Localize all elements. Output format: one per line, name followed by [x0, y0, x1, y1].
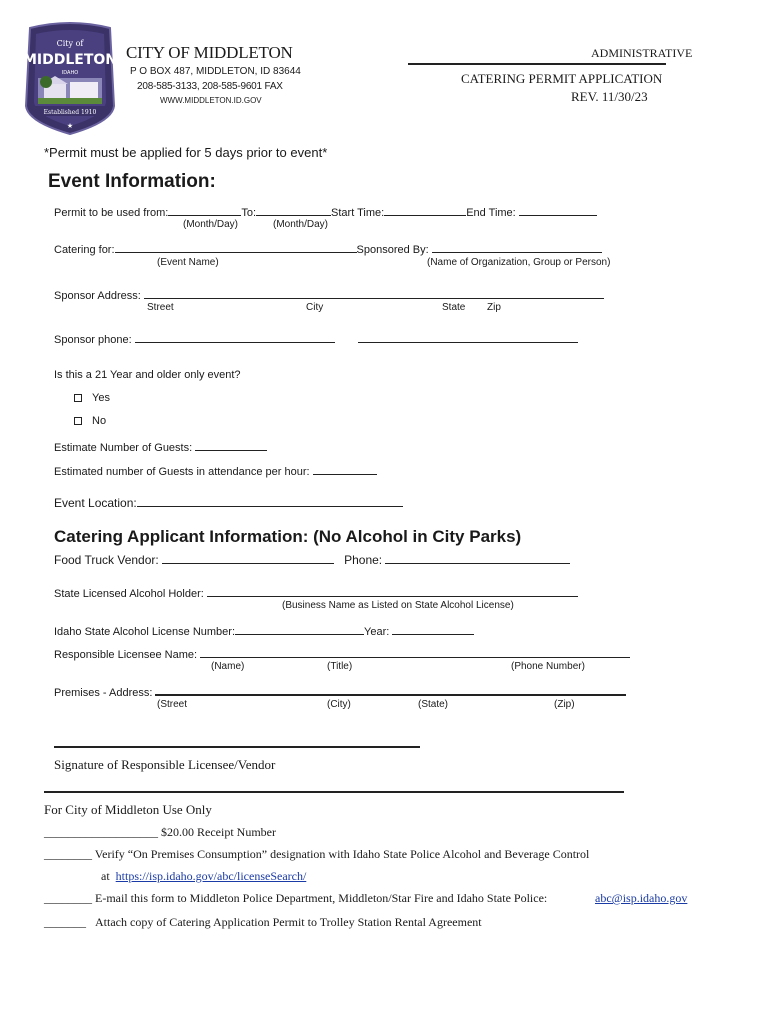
- sponsor-phone-label: Sponsor phone:: [54, 334, 132, 346]
- premises-zip-hint: (Zip): [554, 699, 575, 710]
- yes-label: Yes: [92, 392, 110, 404]
- permit-to-field[interactable]: [256, 204, 331, 216]
- no-option[interactable]: [74, 415, 106, 427]
- form-title: CATERING PERMIT APPLICATION: [461, 71, 663, 86]
- no-label: No: [92, 415, 107, 427]
- street-hint: Street: [147, 302, 174, 313]
- catering-for-label: Catering for:: [54, 244, 115, 256]
- start-time-field[interactable]: [384, 204, 466, 216]
- yes-option[interactable]: [74, 392, 110, 404]
- year-label: Year:: [364, 626, 390, 638]
- city-website: WWW.MIDDLETON.ID.GOV: [160, 96, 262, 105]
- attach-blank[interactable]: _______: [44, 915, 86, 929]
- sponsor-address-row: [54, 287, 604, 302]
- license-search-link[interactable]: https://isp.idaho.gov/abc/licenseSearch/: [115, 869, 307, 883]
- permit-from-label: Permit to be used from:: [54, 207, 169, 219]
- responsible-name-field[interactable]: [200, 646, 630, 658]
- organization-hint: (Name of Organization, Group or Person): [427, 257, 611, 268]
- receipt-label: $20.00 Receipt Number: [161, 825, 276, 839]
- event-location-row: [54, 494, 403, 510]
- signature-label: Signature of Responsible Licensee/Vendor: [54, 757, 276, 772]
- month-day-hint-2: (Month/Day): [273, 219, 329, 230]
- permit-from-field[interactable]: [168, 204, 241, 216]
- premises-city-hint: (City): [327, 699, 351, 710]
- responsible-name-label: Responsible Licensee Name:: [54, 649, 198, 661]
- sponsored-by-label: Sponsored By:: [356, 244, 429, 256]
- checkbox-icon[interactable]: [74, 417, 82, 425]
- city-hint: City: [306, 302, 324, 313]
- premises-state-hint: (State): [418, 699, 449, 710]
- city-name: CITY OF MIDDLETON: [126, 43, 293, 62]
- license-holder-row: [54, 585, 578, 600]
- name-hint: (Name): [211, 661, 245, 672]
- email-row: [44, 891, 547, 906]
- business-name-hint: (Business Name as Listed on State Alcohol License): [282, 600, 514, 611]
- form-revision: REV. 11/30/23: [571, 89, 648, 104]
- start-time-label: Start Time:: [331, 207, 385, 219]
- email-label: E-mail this form to Middleton Police Department, Middleton/Star Fire and Idaho State Police:: [95, 891, 548, 905]
- license-number-label: Idaho State Alcohol License Number:: [54, 626, 236, 638]
- logo-main-text: MIDDLETON: [22, 52, 118, 68]
- guests-per-hour-field[interactable]: [313, 463, 377, 475]
- logo-state-text: IDAHO: [61, 70, 79, 76]
- catering-row: [54, 241, 602, 256]
- sponsor-phone-row: [54, 331, 335, 346]
- guests-per-hour-label: Estimated number of Guests in attendance per hour:: [54, 466, 310, 478]
- month-day-hint-1: (Month/Day): [183, 219, 239, 230]
- premises-label: Premises - Address:: [54, 687, 153, 699]
- verify-blank[interactable]: ________: [44, 847, 92, 861]
- age-question: Is this a 21 Year and older only event?: [54, 369, 241, 381]
- permit-dates-row: [54, 204, 597, 219]
- food-truck-field[interactable]: [162, 552, 334, 564]
- phone-label: Phone:: [344, 553, 383, 567]
- sponsor-phone-field[interactable]: [135, 331, 335, 343]
- form-category: ADMINISTRATIVE: [591, 46, 693, 60]
- city-seal-icon: [22, 22, 118, 136]
- premises-street-hint: (Street: [157, 699, 188, 710]
- title-hint: (Title): [327, 661, 353, 672]
- license-number-field[interactable]: [235, 623, 364, 635]
- premises-row: [54, 683, 626, 699]
- sponsor-address-field[interactable]: [144, 287, 604, 299]
- guests-per-hour-row: [54, 463, 377, 478]
- sponsor-address-label: Sponsor Address:: [54, 290, 141, 302]
- phone-number-hint: (Phone Number): [511, 661, 585, 672]
- end-time-field[interactable]: [519, 204, 597, 216]
- receipt-row: [44, 825, 276, 840]
- catering-for-field[interactable]: [115, 241, 357, 253]
- license-number-row: [54, 623, 474, 638]
- event-heading: Event Information:: [48, 171, 216, 192]
- logo-top-text: City of: [56, 39, 84, 48]
- event-location-label: Event Location:: [54, 496, 137, 510]
- logo-bottom-text: Established 1910: [43, 109, 97, 116]
- header-divider: [408, 63, 666, 65]
- event-name-hint: (Event Name): [157, 257, 219, 268]
- verify-link-row: [101, 869, 306, 884]
- attach-label: Attach copy of Catering Application Permit to Trolley Station Rental Agreement: [95, 915, 482, 929]
- notice-text: *Permit must be applied for 5 days prior to event*: [44, 145, 328, 160]
- responsible-name-row: [54, 646, 630, 661]
- food-truck-row: [54, 552, 570, 567]
- email-blank[interactable]: ________: [44, 891, 92, 905]
- verify-row: [44, 847, 589, 862]
- license-holder-label: State Licensed Alcohol Holder:: [54, 588, 204, 600]
- abc-email-link[interactable]: abc@isp.idaho.gov: [595, 891, 688, 905]
- star-icon: ★: [66, 122, 74, 130]
- receipt-blank[interactable]: ___________________: [44, 825, 158, 839]
- signature-line[interactable]: [54, 746, 420, 748]
- phone-field[interactable]: [385, 552, 570, 564]
- city-logo: [22, 22, 118, 136]
- city-address: P O BOX 487, MIDDLETON, ID 83644: [130, 66, 301, 77]
- applicant-heading: Catering Applicant Information: (No Alcohol in City Parks): [54, 527, 522, 546]
- sponsor-phone-alt-field[interactable]: [358, 342, 578, 343]
- attach-row: [44, 915, 482, 930]
- state-hint: State: [442, 302, 466, 313]
- food-truck-label: Food Truck Vendor:: [54, 553, 159, 567]
- guest-estimate-row: [54, 439, 267, 454]
- premises-field[interactable]: [155, 683, 626, 696]
- year-field[interactable]: [392, 623, 474, 635]
- event-location-field[interactable]: [137, 494, 403, 507]
- estimate-guests-field[interactable]: [195, 439, 267, 451]
- estimate-guests-label: Estimate Number of Guests:: [54, 442, 193, 454]
- office-heading: For City of Middleton Use Only: [44, 802, 212, 817]
- section-divider: [44, 791, 624, 793]
- to-label: To:: [241, 207, 257, 219]
- license-holder-field[interactable]: [207, 585, 578, 597]
- verify-label: Verify “On Premises Consumption” designation with Idaho State Police Alcohol and Beverage Control: [94, 847, 590, 861]
- city-phone-fax: 208-585-3133, 208-585-9601 FAX: [137, 81, 283, 92]
- end-time-label: End Time:: [466, 207, 516, 219]
- zip-hint: Zip: [487, 302, 501, 313]
- checkbox-icon[interactable]: [74, 394, 82, 402]
- at-label: at: [101, 869, 110, 883]
- sponsored-by-field[interactable]: [432, 241, 602, 253]
